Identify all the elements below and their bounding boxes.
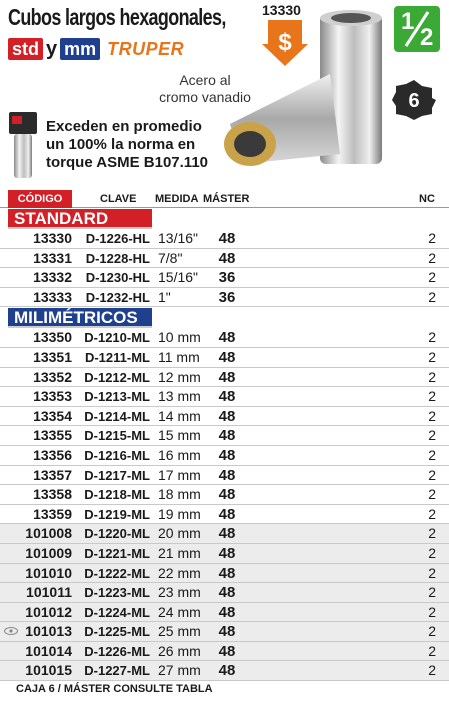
cell-master: 36	[218, 269, 236, 287]
cell-clave: D-1226-HL	[85, 231, 150, 246]
cell-nc: 2	[428, 505, 436, 522]
cell-master: 48	[218, 388, 236, 406]
section-title: STANDARD	[8, 209, 152, 229]
table-body	[0, 209, 449, 681]
cell-medida: 13 mm	[158, 388, 201, 405]
cell-codigo: 101010	[25, 564, 72, 581]
table-row	[0, 622, 449, 642]
cell-clave: D-1221-ML	[84, 545, 150, 561]
table-row	[0, 661, 449, 681]
cell-nc: 2	[428, 642, 436, 659]
cell-medida: 15/16"	[158, 269, 199, 286]
cell-clave: D-1220-ML	[84, 526, 150, 542]
table-row	[0, 288, 449, 308]
cell-medida: 1"	[158, 288, 171, 305]
cell-clave: D-1230-HL	[85, 270, 150, 286]
table-row	[0, 387, 449, 407]
cell-clave: D-1218-ML	[84, 487, 150, 503]
cell-codigo: 13357	[33, 466, 72, 483]
cell-nc: 2	[428, 603, 436, 620]
cell-codigo: 13356	[33, 446, 72, 463]
cell-codigo: 101009	[25, 544, 72, 561]
cell-nc: 2	[428, 407, 436, 424]
claim-line-2: un 100% la norma en	[46, 136, 196, 153]
cell-clave: D-1216-ML	[84, 447, 150, 463]
cell-medida: 15 mm	[158, 427, 201, 444]
cell-clave: D-1210-ML	[84, 330, 150, 346]
table-row	[0, 446, 449, 466]
cell-codigo: 13333	[33, 288, 72, 305]
drive-numerator: 1	[401, 8, 415, 35]
cell-clave: D-1228-HL	[85, 250, 150, 266]
cell-medida: 7/8"	[158, 249, 183, 266]
cell-master: 48	[218, 544, 236, 562]
cell-nc: 2	[428, 525, 436, 542]
cell-master: 48	[218, 564, 236, 582]
cell-medida: 11 mm	[158, 348, 200, 365]
cell-clave: D-1213-ML	[84, 389, 150, 405]
cell-medida: 13/16"	[158, 230, 199, 246]
table-row	[0, 603, 449, 623]
material-label	[150, 72, 260, 106]
table-row	[0, 268, 449, 288]
cell-master: 48	[218, 249, 236, 267]
cell-nc: 2	[428, 544, 436, 561]
cell-medida: 10 mm	[158, 329, 201, 346]
price-symbol: $	[278, 29, 292, 56]
cell-master: 48	[218, 525, 236, 543]
subtitle-tags	[8, 36, 184, 62]
cell-master: 48	[218, 368, 236, 386]
cell-nc: 2	[428, 368, 436, 385]
table-row	[0, 505, 449, 525]
cell-clave: D-1225-ML	[84, 624, 150, 640]
cell-medida: 19 mm	[158, 505, 201, 522]
cell-codigo: 13351	[33, 348, 72, 365]
cell-nc: 2	[428, 662, 436, 679]
section-title: MILIMÉTRICOS	[8, 308, 152, 328]
cell-codigo: 13358	[33, 486, 72, 503]
cell-master: 48	[218, 486, 236, 504]
cell-master: 48	[218, 584, 236, 602]
page-title: Cubos largos hexagonales,	[8, 4, 226, 30]
cell-medida: 14 mm	[158, 407, 201, 424]
cell-codigo: 13353	[33, 388, 72, 405]
product-table	[0, 190, 449, 681]
cell-codigo: 13331	[33, 249, 72, 266]
cell-master: 48	[218, 427, 236, 445]
cell-master: 48	[218, 642, 236, 660]
cell-master: 48	[218, 623, 236, 641]
cell-codigo: 101012	[25, 603, 72, 620]
header-clave: CLAVE	[100, 193, 137, 205]
cell-nc: 2	[428, 486, 436, 503]
header-codigo: CÓDIGO	[8, 190, 72, 208]
cell-medida: 24 mm	[158, 603, 201, 620]
cell-master: 48	[218, 230, 236, 247]
cell-codigo: 13350	[33, 329, 72, 346]
cell-codigo: 101008	[25, 525, 72, 542]
cell-nc: 2	[428, 446, 436, 463]
cell-codigo: 13355	[33, 427, 72, 444]
cell-codigo: 13352	[33, 368, 72, 385]
cell-clave: D-1211-ML	[84, 349, 150, 365]
brand-logo: TRUPER	[107, 38, 185, 59]
points-count: 6	[408, 90, 420, 112]
table-row	[0, 328, 449, 348]
cell-nc: 2	[428, 288, 436, 305]
table-row	[0, 583, 449, 603]
cell-medida: 17 mm	[158, 466, 201, 483]
cell-master: 48	[218, 662, 236, 680]
table-row	[0, 229, 449, 249]
footer-note: CAJA 6 / MÁSTER CONSULTE TABLA	[16, 683, 213, 695]
cell-codigo: 13332	[33, 269, 72, 286]
cell-clave: D-1227-ML	[84, 663, 150, 679]
cell-nc: 2	[428, 564, 436, 581]
cell-nc: 2	[428, 230, 436, 246]
cell-nc: 2	[428, 623, 436, 640]
cell-master: 48	[218, 505, 236, 523]
cell-master: 48	[218, 348, 236, 366]
drive-denominator: 2	[420, 24, 434, 51]
cell-medida: 23 mm	[158, 584, 201, 601]
cell-master: 48	[218, 407, 236, 425]
cell-medida: 16 mm	[158, 446, 201, 463]
table-header	[0, 190, 449, 208]
cell-clave: D-1215-ML	[84, 428, 150, 444]
performance-claim	[46, 118, 246, 172]
material-line-2: cromo vanadio	[159, 89, 251, 105]
cell-codigo: 13354	[33, 407, 72, 424]
material-line-1: Acero al	[179, 72, 231, 88]
cell-master: 48	[218, 329, 236, 347]
cell-master: 36	[218, 288, 236, 306]
cell-master: 48	[218, 466, 236, 484]
cell-nc: 2	[428, 584, 436, 601]
cell-clave: D-1232-HL	[85, 289, 150, 305]
product-code: 13330	[262, 2, 301, 18]
cell-clave: D-1222-ML	[84, 565, 150, 581]
cell-codigo: 101011	[26, 584, 72, 601]
table-row	[0, 426, 449, 446]
header-medida: MEDIDA	[155, 193, 199, 205]
header-master: MÁSTER	[203, 193, 250, 205]
cell-medida: 26 mm	[158, 642, 201, 659]
cell-codigo: 101013	[25, 623, 72, 640]
header-nc: NC	[419, 193, 435, 205]
cell-clave: D-1212-ML	[84, 369, 150, 385]
conjunction-text: y	[46, 37, 58, 60]
cell-medida: 12 mm	[158, 368, 201, 385]
cell-master: 48	[218, 603, 236, 621]
cell-codigo: 13359	[33, 505, 72, 522]
cell-clave: D-1226-ML	[84, 643, 150, 659]
cell-medida: 22 mm	[158, 564, 201, 581]
cell-clave: D-1219-ML	[84, 506, 150, 522]
cell-medida: 25 mm	[158, 623, 201, 640]
cell-medida: 21 mm	[158, 544, 201, 561]
cell-clave: D-1223-ML	[84, 585, 150, 601]
table-row	[0, 564, 449, 584]
cell-nc: 2	[428, 466, 436, 483]
cell-nc: 2	[428, 249, 436, 266]
socket-thumbnail-image	[8, 112, 38, 182]
table-row	[0, 524, 449, 544]
table-row	[0, 249, 449, 269]
table-row	[0, 368, 449, 388]
cell-master: 48	[218, 446, 236, 464]
cell-medida: 27 mm	[158, 662, 201, 679]
cell-codigo: 13330	[33, 230, 72, 246]
cell-nc: 2	[428, 388, 436, 405]
table-row	[0, 466, 449, 486]
cell-clave: D-1214-ML	[84, 408, 150, 424]
claim-line-3: torque ASME B107.110	[46, 154, 209, 171]
std-tag: std	[8, 38, 43, 60]
drive-size-badge	[394, 6, 440, 52]
cell-medida: 20 mm	[158, 525, 201, 542]
table-row	[0, 348, 449, 368]
cell-clave: D-1217-ML	[84, 467, 150, 483]
cell-nc: 2	[428, 348, 436, 365]
cell-codigo: 101015	[25, 662, 72, 679]
cell-nc: 2	[428, 269, 436, 286]
claim-line-1: Exceden en promedio	[46, 118, 202, 135]
table-row	[0, 485, 449, 505]
cell-nc: 2	[428, 329, 436, 346]
table-row	[0, 407, 449, 427]
table-row	[0, 642, 449, 662]
cell-clave: D-1224-ML	[84, 604, 150, 620]
cell-medida: 18 mm	[158, 486, 201, 503]
cell-nc: 2	[428, 427, 436, 444]
mm-tag: mm	[60, 38, 100, 60]
cell-codigo: 101014	[25, 642, 72, 659]
table-row	[0, 544, 449, 564]
